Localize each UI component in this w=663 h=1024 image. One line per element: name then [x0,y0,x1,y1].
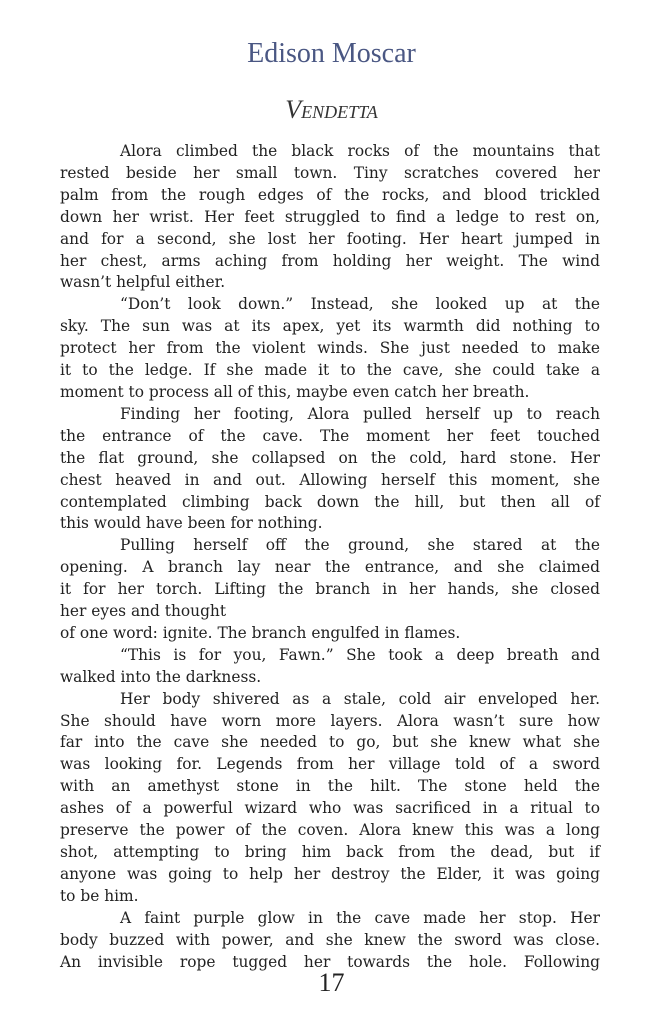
page-number: 17 [318,968,345,997]
text-line: She should have worn more layers. Alora wasn’t sure how [60,711,600,730]
text-line: opening. A branch lay near the entrance, and she claimed [60,558,600,577]
text-line: sky. The sun was at its apex, yet its warmth did nothing to [60,317,600,336]
body-text [60,141,600,973]
text-line: protect her from the violent winds. She just needed to make [60,339,600,358]
text-line: her eyes and thought [60,602,227,621]
text-line: this would have been for nothing. [60,514,323,533]
paragraph [60,623,600,645]
text-line: her chest, arms aching from holding her weight. The wind [60,251,600,270]
text-line: down her wrist. Her feet struggled to find a ledge to rest on, [60,207,600,226]
text-line: the entrance of the cave. The moment her feet touched [60,426,600,445]
text-line: it for her torch. Lifting the branch in her hands, she closed [60,580,600,599]
text-line: shot, attempting to bring him back from the dead, but if [60,843,600,861]
text-line: was looking for. Legends from her village told of a sword [60,755,600,774]
text-line: wasn’t helpful either. [60,273,226,292]
paragraph [60,535,600,623]
text-line: palm from the rough edges of the rocks, and blood trickled [60,185,600,204]
text-line: of one word: ignite. The branch engulfed in flames. [60,623,461,642]
text-line: the flat ground, she collapsed on the cold, hard stone. Her [60,448,600,467]
text-line: rested beside her small town. Tiny scratches covered her [60,163,600,182]
text-line: Pulling herself off the ground, she stared at the [120,536,600,555]
text-line: ashes of a powerful wizard who was sacrificed in a ritual to [60,799,600,818]
chapter-title: Vendetta [285,95,378,124]
text-line: it to the ledge. If she made it to the cave, she could take a [60,361,600,380]
text-line: to be him. [60,886,139,905]
text-line: preserve the power of the coven. Alora knew this was a long [60,821,600,840]
paragraph [60,908,600,974]
text-line: Her body shivered as a stale, cold air enveloped her. [120,689,600,708]
paragraph [60,645,600,689]
paragraph [60,294,600,404]
text-line: body buzzed with power, and she knew the sword was close. [60,930,600,949]
paragraph [60,689,600,908]
text-line: far into the cave she needed to go, but she knew what she [60,733,600,752]
text-line: and for a second, she lost her footing. Her heart jumped in [60,229,600,248]
text-line: chest heaved in and out. Allowing herself this moment, she [60,470,600,489]
paragraph [60,404,600,535]
paragraph [60,141,600,294]
text-line: moment to process all of this, maybe even catch her breath. [60,382,530,401]
text-line: Alora climbed the black rocks of the mountains that [120,142,600,160]
text-line: contemplated climbing back down the hill, but then all of [60,492,600,511]
text-line: An invisible rope tugged her towards the hole. Following [60,952,600,971]
text-line: with an amethyst stone in the hilt. The stone held the [60,777,600,796]
text-line: “Don’t look down.” Instead, she looked up at the [120,295,600,314]
text-line: “This is for you, Fawn.” She took a deep breath and [120,645,600,664]
text-line: Finding her footing, Alora pulled herself up to reach [120,404,600,423]
text-line: A faint purple glow in the cave made her stop. Her [120,908,600,927]
text-line: walked into the darkness. [60,667,262,686]
text-line: anyone was going to help her destroy the Elder, it was going [60,864,600,883]
running-header-author: Edison Moscar [247,38,416,69]
